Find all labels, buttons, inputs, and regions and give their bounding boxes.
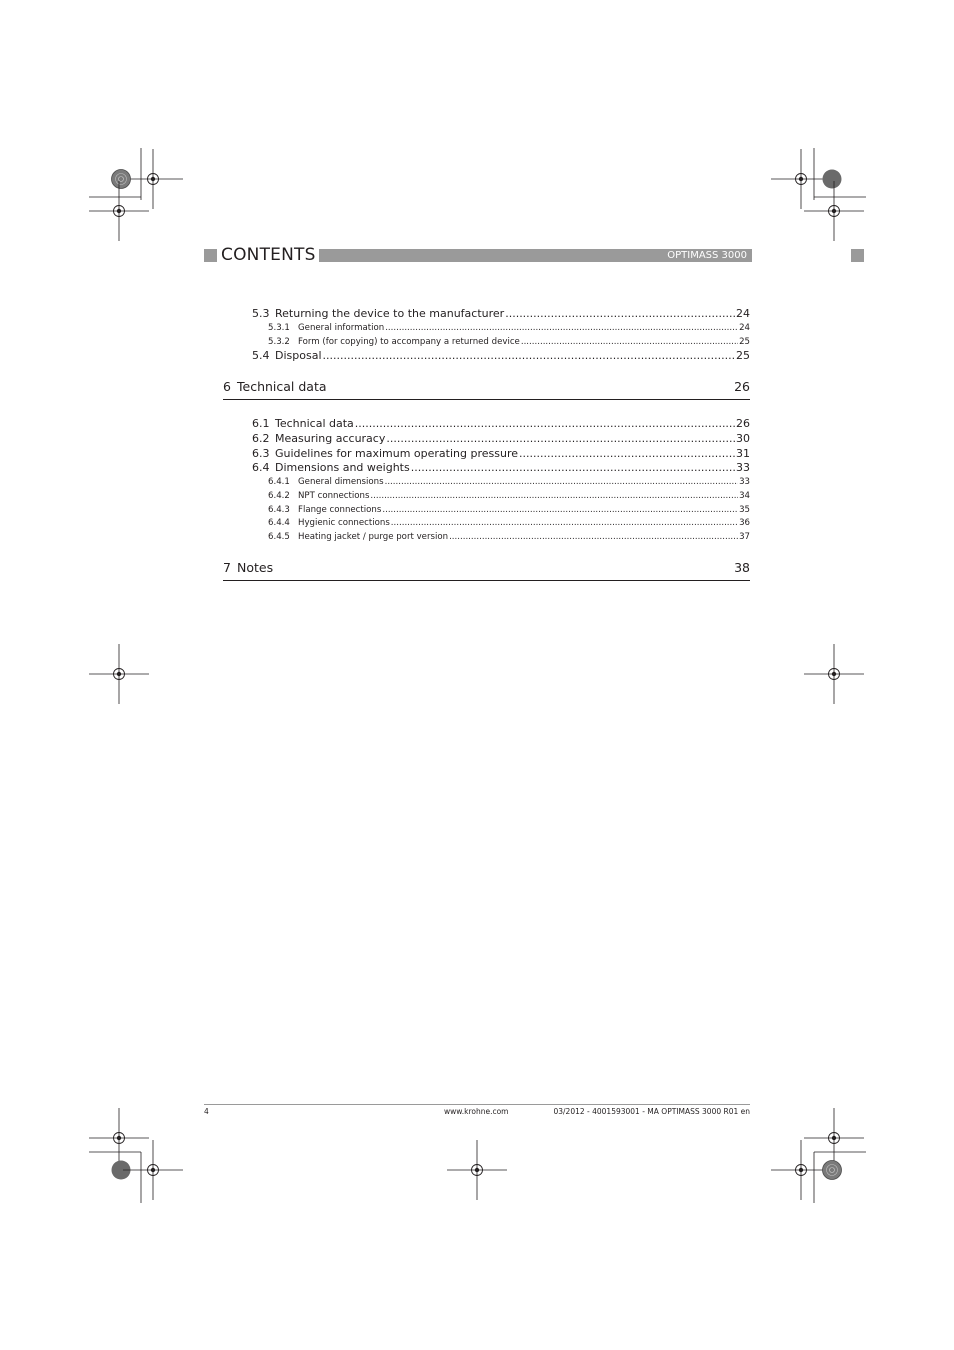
chapter-page: 38	[734, 560, 750, 575]
toc-label: Returning the device to the manufacturer	[275, 307, 505, 320]
toc-page: 31	[736, 447, 750, 460]
toc-label: Technical data	[275, 417, 354, 430]
toc-number: 6.3	[252, 447, 270, 460]
chapter-label: Technical data	[237, 379, 327, 394]
page-title: CONTENTS	[221, 245, 316, 265]
toc-number: 6.1	[252, 417, 270, 430]
toc-page: 36	[739, 518, 750, 528]
crop-mark-mid-left	[89, 644, 149, 704]
toc-number: 5.4	[252, 349, 270, 362]
toc-page: 25	[739, 337, 750, 347]
toc-page: 25	[736, 349, 750, 362]
toc-label: Flange connections	[298, 505, 382, 515]
toc-number: 6.4	[252, 461, 270, 474]
crop-mark-mid-right	[804, 644, 864, 704]
toc-number: 5.3.2	[268, 337, 290, 347]
chapter-number: 6	[223, 379, 231, 394]
toc-number: 6.4.1	[268, 477, 290, 487]
product-name: OPTIMASS 3000	[667, 250, 747, 261]
toc-page: 24	[736, 307, 750, 320]
toc-label: Guidelines for maximum operating pressure	[275, 447, 518, 460]
toc-label: Form (for copying) to accompany a returned device	[298, 337, 520, 347]
crop-mark-top-left	[89, 148, 183, 241]
chapter-page: 26	[734, 379, 750, 394]
toc-number: 6.4.4	[268, 518, 290, 528]
toc-page: 24	[739, 323, 750, 333]
chapter-number: 7	[223, 560, 231, 575]
footer-website: www.krohne.com	[444, 1107, 509, 1116]
toc-number: 6.4.5	[268, 532, 290, 542]
toc-label: General information	[298, 323, 385, 333]
crop-mark-top-right	[771, 148, 866, 241]
toc-number: 6.4.2	[268, 491, 290, 501]
toc-label: Disposal	[275, 349, 322, 362]
toc-label: Measuring accuracy	[275, 432, 386, 445]
crop-mark-bottom-center	[447, 1140, 507, 1200]
toc-number: 5.3	[252, 307, 270, 320]
toc-page: 33	[739, 477, 750, 487]
toc-page: 37	[739, 532, 750, 542]
toc-number: 6.4.3	[268, 505, 290, 515]
toc-label: Dimensions and weights	[275, 461, 410, 474]
toc-label: Hygienic connections	[298, 518, 390, 528]
toc-label: Heating jacket / purge port version	[298, 532, 449, 542]
toc-number: 5.3.1	[268, 323, 290, 333]
crop-mark-bottom-left	[89, 1108, 183, 1203]
chapter-label: Notes	[237, 560, 274, 575]
toc-label: NPT connections	[298, 491, 370, 501]
toc-page: 35	[739, 505, 750, 515]
footer-doc-ref: 03/2012 - 4001593001 - MA OPTIMASS 3000 R01 en	[553, 1107, 750, 1116]
toc-page: 26	[736, 417, 750, 430]
crop-mark-bottom-right	[771, 1108, 866, 1203]
toc-label: General dimensions	[298, 477, 384, 487]
toc-page: 34	[739, 491, 750, 501]
footer-page-number: 4	[204, 1107, 209, 1116]
toc-page: 33	[736, 461, 750, 474]
toc-number: 6.2	[252, 432, 270, 445]
toc-page: 30	[736, 432, 750, 445]
